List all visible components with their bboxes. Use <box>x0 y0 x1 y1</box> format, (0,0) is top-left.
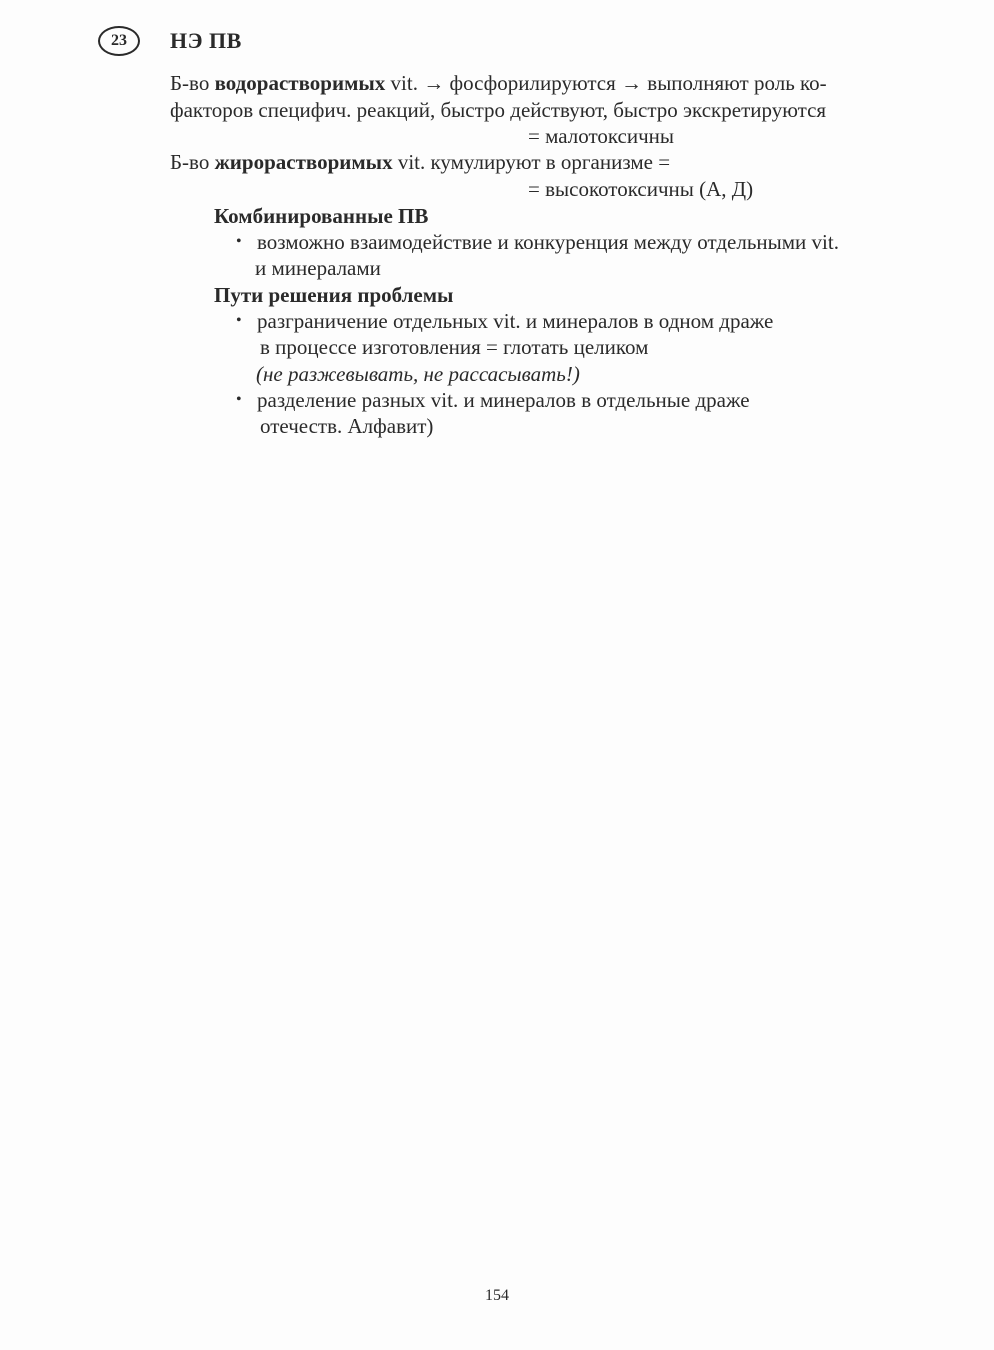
water-soluble-conclusion: = малотоксичны <box>528 124 674 148</box>
section-number-badge: 23 <box>98 26 140 56</box>
combined-bullet-line-1: возможно взаимодействие и конкуренция между отдельными vit. <box>257 230 839 254</box>
bullet-icon: • <box>236 312 242 329</box>
fat-prefix: Б-во <box>170 150 210 174</box>
section-title: НЭ ПВ <box>170 28 242 53</box>
water-soluble-line-2: факторов специфич. реакций, быстро действуют, быстро экскретируются <box>170 98 827 122</box>
solutions-heading: Пути решения проблемы <box>214 283 454 307</box>
water-prefix: Б-во <box>170 71 210 95</box>
fat-soluble-line-1 <box>170 149 670 175</box>
solutions-bullet-2-line-2: отечеств. Алфавит) <box>260 414 434 438</box>
bullet-icon: • <box>236 233 242 250</box>
combined-bullet-line-2: и минералами <box>255 256 381 280</box>
solutions-bullet-1-line-1: разграничение отдельных vit. и минералов в одном драже <box>257 309 774 333</box>
fat-rest: vit. кумулируют в организме = <box>397 150 671 174</box>
combined-heading: Комбинированные ПВ <box>214 204 429 228</box>
fat-bold-term: жирорастворимых <box>214 150 393 174</box>
water-rest: vit. → фосфорилируются → выполняют роль ко- <box>390 71 827 95</box>
water-soluble-line-1 <box>170 70 827 96</box>
fat-soluble-conclusion: = высокотоксичны (А, Д) <box>528 177 754 201</box>
solutions-bullet-1-line-2: в процессе изготовления = глотать целиком <box>260 335 649 359</box>
bullet-icon: • <box>236 391 242 408</box>
page-number: 154 <box>485 1287 509 1304</box>
solutions-bullet-1-note: (не разжевывать, не рассасывать!) <box>256 362 580 386</box>
water-bold-term: водорастворимых <box>214 71 386 95</box>
solutions-bullet-2-line-1: разделение разных vit. и минералов в отдельные драже <box>257 388 750 412</box>
